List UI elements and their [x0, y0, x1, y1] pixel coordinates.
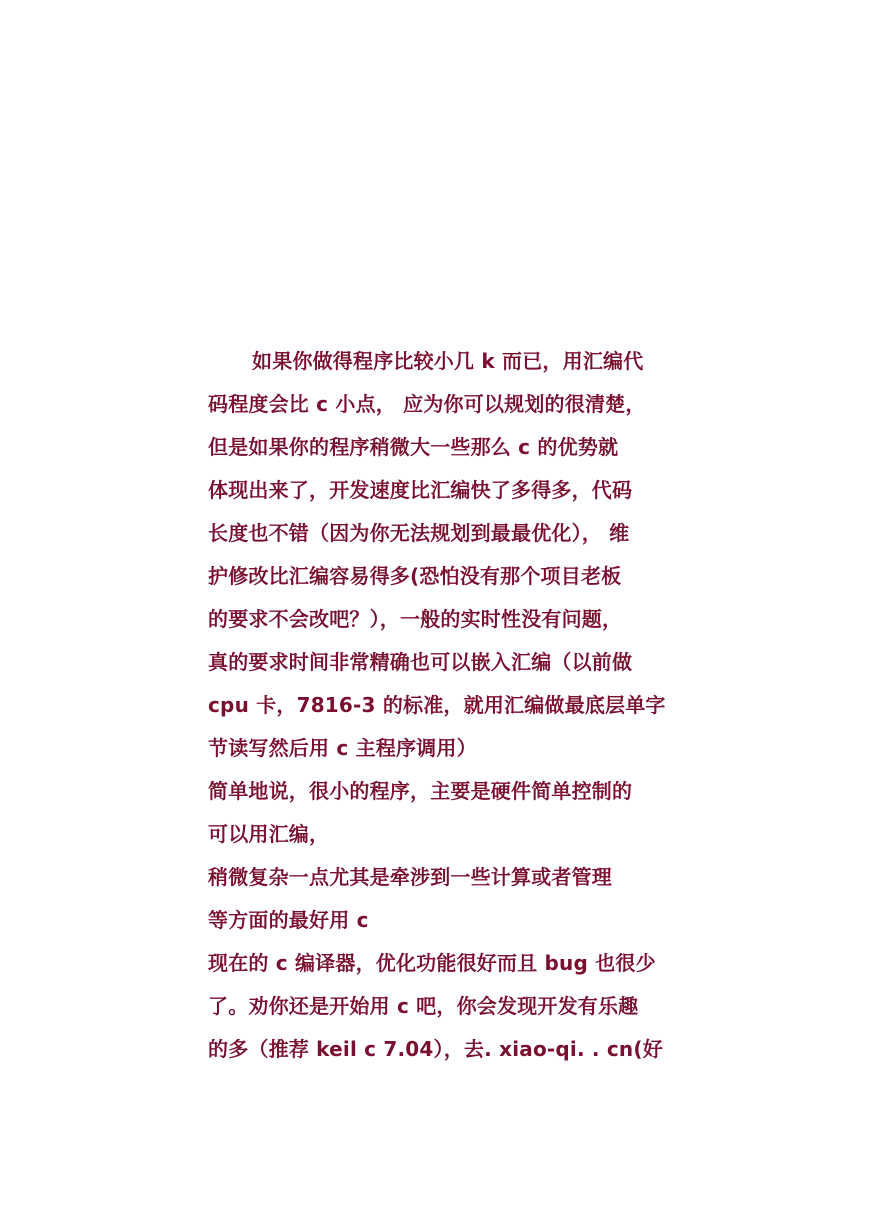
text-line: cpu 卡，7816-3 的标准，就用汇编做最底层单字: [208, 693, 666, 717]
document-body: [208, 342, 668, 1073]
text-line: 但是如果你的程序稍微大一些那么 c 的优势就: [208, 435, 619, 459]
text-line: 节读写然后用 c 主程序调用）: [208, 736, 477, 760]
text-line: 现在的 c 编译器，优化功能很好而且 bug 也很少: [208, 951, 656, 975]
text-line: 的多（推荐 keil c 7.04），去. xiao-qi. . cn(好: [208, 1037, 663, 1061]
text-line: 码程度会比 c 小点， 应为你可以规划的很清楚，: [208, 392, 646, 416]
text-line: 护修改比汇编容易得多(恐怕没有那个项目老板: [208, 564, 622, 588]
text-line: 体现出来了，开发速度比汇编快了多得多，代码: [208, 478, 633, 502]
text-line: 稍微复杂一点尤其是牵涉到一些计算或者管理: [208, 865, 612, 889]
text-line: 如果你做得程序比较小几 k 而已，用汇编代: [252, 349, 644, 373]
text-line: 长度也不错（因为你无法规划到最最优化）， 维: [208, 521, 630, 545]
text-line: 了。劝你还是开始用 c 吧，你会发现开发有乐趣: [208, 994, 639, 1018]
text-line: 真的要求时间非常精确也可以嵌入汇编（以前做: [208, 650, 633, 674]
text-line: 可以用汇编，: [208, 822, 330, 846]
text-line: 简单地说，很小的程序，主要是硬件简单控制的: [208, 779, 633, 803]
text-line: 等方面的最好用 c: [208, 908, 369, 932]
text-line: 的要求不会改吧？），一般的实时性没有问题，: [208, 607, 623, 631]
